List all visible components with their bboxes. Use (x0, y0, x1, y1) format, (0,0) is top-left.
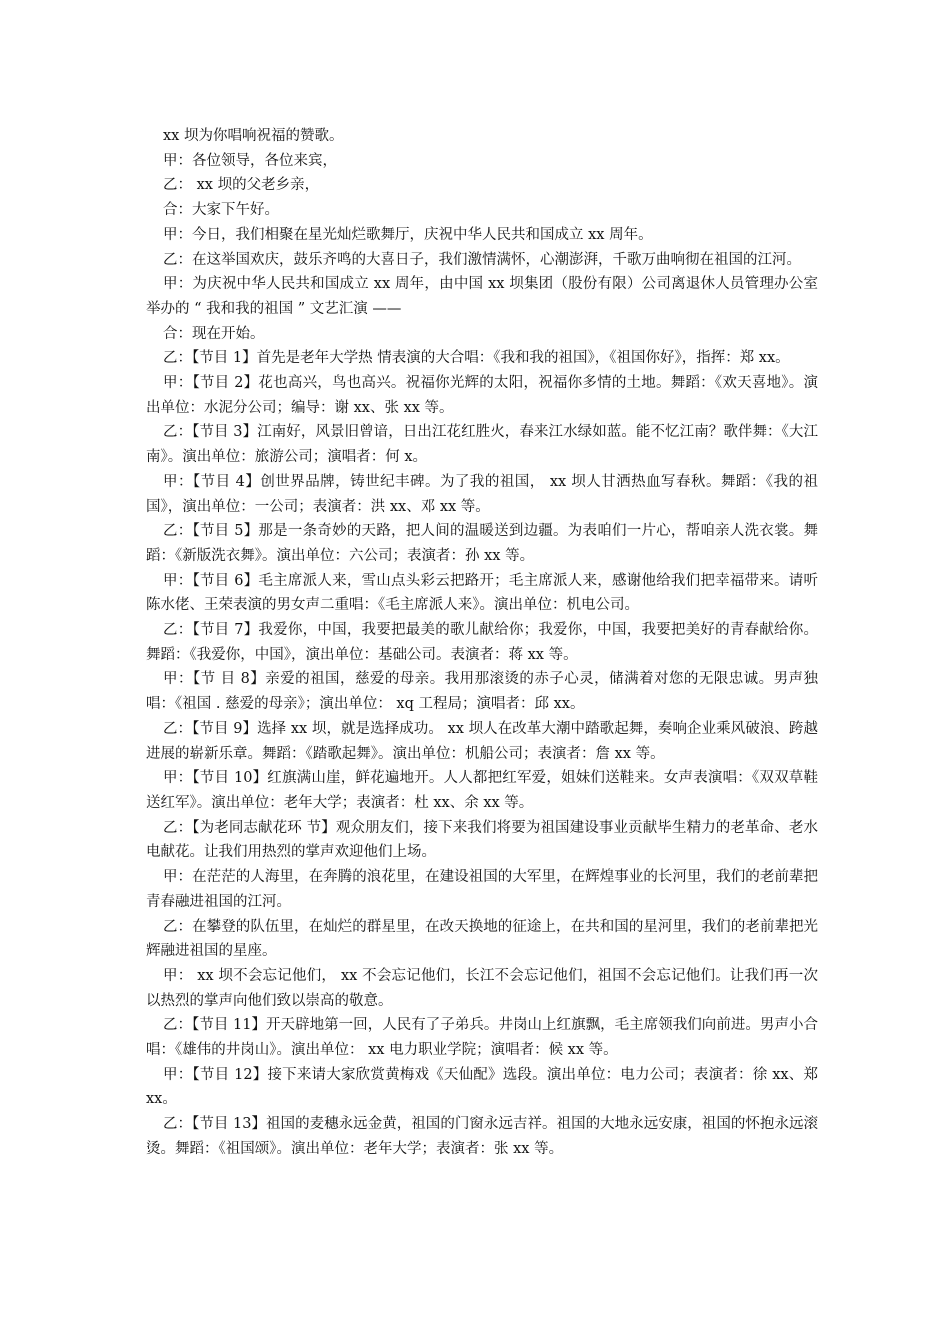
paragraph-13: 乙：【节目 5】那是一条奇妙的天路，把人间的温暖送到边疆。为表咱们一片心，帮咱亲人洗衣裳。舞蹈：《新版洗衣舞》。演出单位：六公司；表演者：孙 xx 等。 (146, 523, 818, 564)
paragraph-3: 乙： xx 坝的父老乡亲， (163, 177, 320, 194)
paragraph-10: 甲：【节目 2】花也高兴，鸟也高兴。祝福你光辉的太阳，祝福你多情的土地。舞蹈：《欢天喜地》。演出单位：水泥分公司；编导：谢 xx、张 xx 等。 (146, 375, 818, 416)
paragraph-5: 甲：今日，我们相聚在星光灿烂歌舞厅，庆祝中华人民共和国成立 xx 周年。 (163, 226, 653, 243)
paragraph-1: xx 坝为你唱响祝福的赞歌。 (163, 128, 344, 144)
paragraph-16: 甲：【节 目 8】亲爱的祖国，慈爱的母亲。我用那滚烫的赤子心灵，储满着对您的无限忠诚。男声独唱：《祖国 . 慈爱的母亲》；演出单位： xq 工程局；演唱者：邱 xx。 (146, 671, 818, 713)
paragraph-23: 乙：【节目 11】开天辟地第一回，人民有了子弟兵。井岗山上红旗飘，毛主席领我们向前进。男声小合唱：《雄伟的井岗山》。演出单位： xx 电力职业学院；演唱者：候 xx 等。 (146, 1017, 818, 1059)
paragraph-4: 合：大家下午好。 (163, 202, 279, 219)
paragraph-6: 乙：在这举国欢庆，鼓乐齐鸣的大喜日子，我们激情满怀，心潮澎湃，千歌万曲响彻在祖国的江河。 (163, 251, 801, 268)
document-body (146, 124, 818, 1162)
paragraph-18: 甲：【节目 10】红旗满山崖，鲜花遍地开。人人都把红军爱，姐妹们送鞋来。女声表演唱：《双双草鞋送红军》。演出单位：老年大学；表演者：杜 xx、余 xx 等。 (146, 770, 818, 811)
paragraph-19: 乙：【为老同志献花环 节】观众朋友们，接下来我们将要为祖国建设事业贡献毕生精力的老革命、老水电献花。让我们用热烈的掌声欢迎他们上场。 (146, 819, 818, 861)
paragraph-7: 甲：为庆祝中华人民共和国成立 xx 周年，由中国 xx 坝集团（股份有限）公司离退休人员管理办公室举办的 “ 我和我的祖国 ” 文艺汇演 —— (146, 276, 818, 317)
paragraph-15: 乙：【节目 7】我爱你，中国，我要把最美的歌儿献给你；我爱你，中国，我要把美好的青春献给你。舞蹈：《我爱你，中国》，演出单位：基础公司。表演者：蒋 xx 等。 (146, 622, 818, 663)
paragraph-20: 甲：在茫茫的人海里，在奔腾的浪花里，在建设祖国的大军里，在辉煌事业的长河里，我们的老前辈把青春融进祖国的江河。 (146, 869, 818, 910)
paragraph-2: 甲：各位领导，各位来宾， (163, 152, 337, 169)
paragraph-9: 乙：【节目 1】首先是老年大学热 情表演的大合唱：《我和我的祖国》，《祖国你好》，指挥：郑 xx。 (163, 350, 790, 367)
paragraph-25: 乙：【节目 13】祖国的麦穗永远金黄，祖国的门窗永远吉祥。祖国的大地永远安康，祖国的怀抱永远滚烫。舞蹈：《祖国颂》。演出单位：老年大学；表演者：张 xx 等。 (146, 1116, 818, 1157)
paragraph-24: 甲：【节目 12】接下来请大家欣赏黄梅戏《天仙配》选段。演出单位：电力公司；表演者：徐 xx、郑 xx。 (146, 1066, 818, 1108)
paragraph-11: 乙：【节目 3】江南好，风景旧曾谙，日出江花红胜火，春来江水绿如蓝。能不忆江南？歌伴舞：《大江南》。演出单位：旅游公司；演唱者：何 x。 (146, 424, 818, 466)
paragraph-14: 甲：【节目 6】毛主席派人来，雪山点头彩云把路开；毛主席派人来，感谢他给我们把幸福带来。请听陈水佬、王荣表演的男女声二重唱：《毛主席派人来》。演出单位：机电公司。 (146, 572, 818, 614)
paragraph-21: 乙：在攀登的队伍里，在灿烂的群星里，在改天换地的征途上，在共和国的星河里，我们的老前辈把光辉融进祖国的星座。 (146, 918, 818, 960)
paragraph-8: 合：现在开始。 (163, 325, 265, 342)
paragraph-17: 乙：【节目 9】选择 xx 坝，就是选择成功。 xx 坝人在改革大潮中踏歌起舞，奏响企业乘风破浪、跨越进展的崭新乐章。舞蹈：《踏歌起舞》。演出单位：机船公司；表演者：詹 xx 等。 (146, 720, 818, 762)
paragraph-22: 甲： xx 坝不会忘记他们， xx 不会忘记他们，长江不会忘记他们，祖国不会忘记他们。让我们再一次以热烈的掌声向他们致以崇高的敬意。 (146, 967, 818, 1009)
paragraph-12: 甲：【节目 4】创世界品牌，铸世纪丰碑。为了我的祖国， xx 坝人甘洒热血写春秋。舞蹈：《我的祖国》，演出单位：一公司；表演者：洪 xx、邓 xx 等。 (146, 473, 818, 515)
